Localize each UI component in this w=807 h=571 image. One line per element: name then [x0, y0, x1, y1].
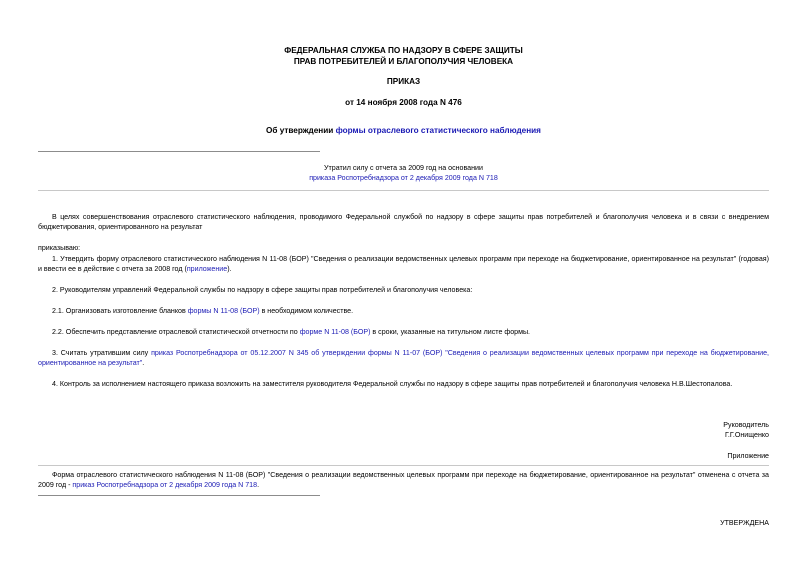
- status-note: [250, 163, 557, 184]
- appendix-note-end: .: [257, 481, 260, 490]
- appendix-note: [38, 470, 769, 491]
- item-2: 2. Руководителям управлений Федеральной службы по надзору в сфере защиты прав потребителей и благополучия человека:: [52, 286, 473, 294]
- appendix-label: Приложение: [727, 452, 769, 460]
- signature-title: Руководитель: [723, 421, 769, 429]
- agency-line-2: ПРАВ ПОТРЕБИТЕЛЕЙ И БЛАГОПОЛУЧИЯ ЧЕЛОВЕКА: [293, 57, 514, 66]
- divider-appendix: [38, 465, 769, 466]
- divider-short-bottom: [38, 495, 320, 496]
- item-2-2-post: в сроки, указанные на титульном листе формы.: [370, 328, 531, 336]
- item-3-pre: 3. Считать утратившим силу: [52, 349, 152, 357]
- item-2-1-post: в необходимом количестве.: [259, 307, 354, 315]
- item-1-end: ).: [227, 265, 232, 274]
- divider-full: [38, 190, 769, 191]
- order-word: приказываю:: [38, 244, 81, 252]
- item-2-2-pre: 2.2. Обеспечить представление отраслевой статистической отчетности по: [52, 328, 300, 336]
- preamble-paragraph: В целях совершенствования отраслевого статистического наблюдения, проводимого Федеральной службой по надзору в сфере защиты прав потребителей и благополучия человека и в связи с внедрением бюджетирования, ориентированного на результат: [38, 213, 769, 232]
- subject-prefix: Об утверждении: [266, 126, 336, 135]
- doc-date: от 14 ноября 2008 года N 476: [345, 98, 462, 107]
- item-2-2: [38, 327, 769, 337]
- agency-name: [0, 45, 807, 67]
- doc-subject: [0, 125, 807, 136]
- appendix-note-text: Форма отраслевого статистического наблюдения N 11-08 (БОР) "Сведения о реализации ведомственных целевых программ при переходе на бюджетирование, ориентированное на результат" отменена с отчета за 2009 год -: [38, 471, 769, 490]
- divider-short-top: [38, 151, 320, 152]
- item-3: [38, 348, 769, 369]
- doc-type: ПРИКАЗ: [386, 77, 421, 86]
- status-note-text: Утратил силу с отчета за 2009 год на основании: [324, 164, 483, 172]
- form-link-1[interactable]: формы N 11-08 (БОР): [187, 307, 260, 315]
- item-4: 4. Контроль за исполнением настоящего приказа возложить на заместителя руководителя Федеральной службы по надзору в сфере защиты прав потребителей и благополучия человека Н.В.Шестопалова.: [52, 380, 733, 388]
- appendix-link[interactable]: приложение: [186, 265, 228, 274]
- agency-line-1: ФЕДЕРАЛЬНАЯ СЛУЖБА ПО НАДЗОРУ В СФЕРЕ ЗАЩИТЫ: [284, 46, 523, 55]
- repealed-order-link[interactable]: приказ Роспотребнадзора от 05.12.2007 N 345 об утверждении формы N 11-07 (БОР) "Сведения о реализации ведомственных целевых программ при переходе на бюджетирование, ориентированное на результат": [38, 349, 770, 368]
- status-note-link[interactable]: приказа Роспотребнадзора от 2 декабря 2009 года N 718: [309, 174, 498, 183]
- approved-label: УТВЕРЖДЕНА: [720, 519, 769, 527]
- item-2-1-pre: 2.1. Организовать изготовление бланков: [52, 307, 188, 315]
- item-3-post: .: [142, 359, 145, 368]
- subject-link[interactable]: формы отраслевого статистического наблюдения: [335, 126, 541, 135]
- signature-block: [723, 420, 769, 441]
- item-2-1: [38, 306, 769, 316]
- item-1-text: 1. Утвердить форму отраслевого статистического наблюдения N 11-08 (БОР) "Сведения о реализации ведомственных целевых программ при переходе на бюджетирование, ориентированное на результат" (годовая) и ввести ее в действие с отчета за 2008 год (: [38, 255, 769, 274]
- appendix-note-link[interactable]: приказ Роспотребнадзора от 2 декабря 2009 года N 718: [72, 481, 258, 490]
- signature-name: Г.Г.Онищенко: [724, 431, 769, 440]
- item-1: [38, 254, 769, 275]
- form-link-2[interactable]: форме N 11-08 (БОР): [299, 328, 371, 336]
